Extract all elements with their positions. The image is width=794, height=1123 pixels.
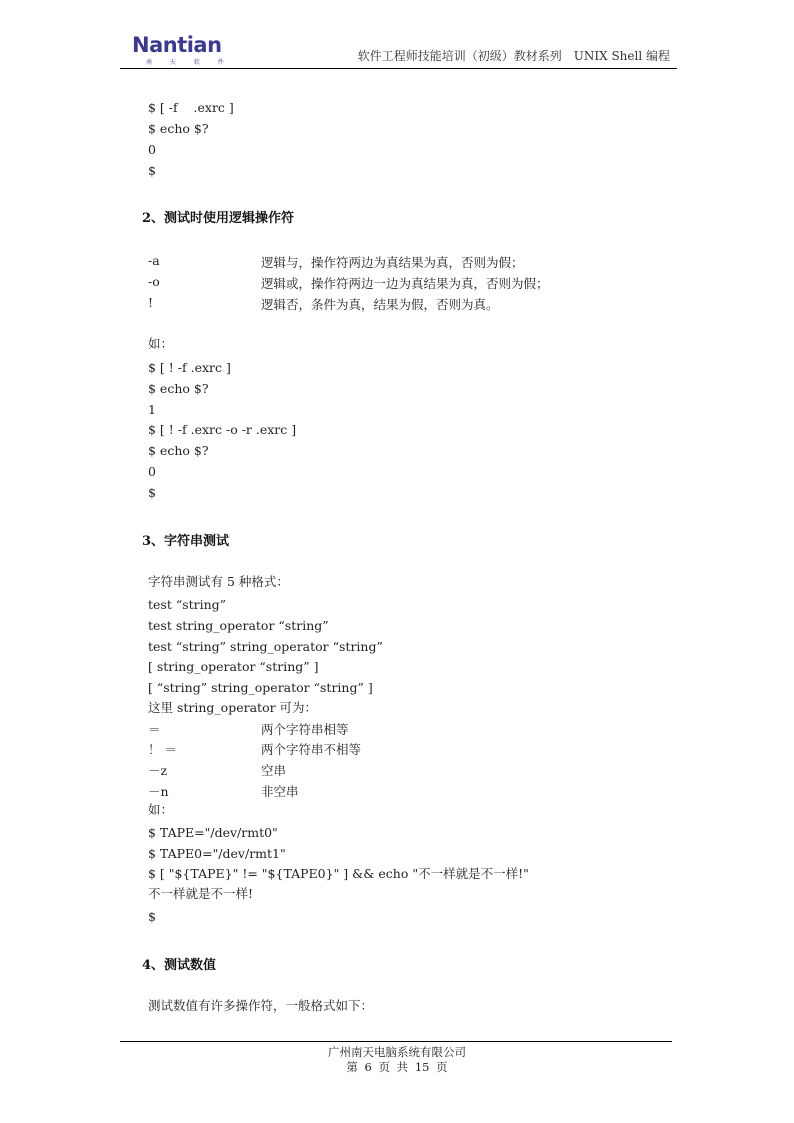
operator-name: -a (148, 253, 160, 268)
code-line: $ [ ! -f .exrc ] (148, 360, 231, 375)
code-line: $ [ "${TAPE}" != "${TAPE0}" ] && echo "不一样就是不一样!" (148, 866, 529, 881)
format-line: [ “string” string_operator “string” ] (148, 680, 373, 695)
operator-name: ！ ＝ (148, 742, 177, 757)
code-line: $ TAPE0="/dev/rmt1" (148, 846, 286, 861)
operator-description: 两个字符串相等 (261, 722, 349, 737)
code-line: $ (148, 485, 156, 500)
code-line: 不一样就是不一样! (148, 886, 254, 901)
operator-name: -o (148, 274, 160, 289)
operator-name: ＝ (148, 722, 161, 737)
format-line: test “string” (148, 597, 227, 612)
operator-description: 逻辑或，操作符两边一边为真结果为真，否则为假； (261, 276, 549, 291)
format-line: test “string” string_operator “string” (148, 639, 383, 654)
logo-text: Nantian (132, 33, 222, 57)
paragraph: 这里 string_operator 可为： (148, 700, 318, 715)
code-line: 0 (148, 464, 156, 479)
paragraph: 字符串测试有 5 种格式： (148, 574, 289, 589)
format-line: test string_operator “string” (148, 618, 329, 633)
code-line: $ [ ! -f .exrc -o -r .exrc ] (148, 422, 297, 437)
code-line: $ echo $? (148, 443, 209, 458)
page-number: 第 6 页 共 15 页 (346, 1060, 448, 1074)
example-label: 如： (148, 802, 174, 817)
code-line: $ TAPE="/dev/rmt0" (148, 825, 278, 840)
operator-description: 逻辑否，条件为真，结果为假，否则为真。 (261, 297, 499, 312)
footer-divider (120, 1041, 672, 1042)
footer-company: 广州南天电脑系统有限公司 (328, 1045, 466, 1059)
code-line: $ (148, 163, 156, 178)
code-line: $ (148, 909, 156, 924)
example-label: 如： (148, 336, 174, 351)
company-logo (132, 34, 232, 66)
operator-name: －z (148, 763, 168, 778)
header-title: 软件工程师技能培训（初级）教材系列 UNIX Shell 编程 (357, 49, 670, 63)
operator-name: ! (148, 295, 154, 310)
code-line: 0 (148, 142, 156, 157)
operator-description: 两个字符串不相等 (261, 742, 362, 757)
code-line: $ echo $? (148, 121, 209, 136)
operator-description: 逻辑与，操作符两边为真结果为真，否则为假； (261, 255, 524, 270)
operator-name: －n (148, 784, 169, 799)
code-line: $ echo $? (148, 381, 209, 396)
operator-description: 空串 (261, 763, 287, 778)
section-heading: 2、测试时使用逻辑操作符 (142, 211, 295, 226)
section-heading: 4、测试数值 (142, 958, 217, 973)
operator-description: 非空串 (261, 784, 299, 799)
section-heading: 3、字符串测试 (142, 534, 230, 549)
logo-subtitle: 南 天 软 件 (146, 59, 232, 66)
format-line: [ string_operator “string” ] (148, 659, 319, 674)
header-divider (120, 68, 677, 69)
code-line: 1 (148, 402, 156, 417)
paragraph: 测试数值有许多操作符，一般格式如下： (148, 998, 374, 1013)
code-line: $ [ -f .exrc ] (148, 100, 234, 115)
